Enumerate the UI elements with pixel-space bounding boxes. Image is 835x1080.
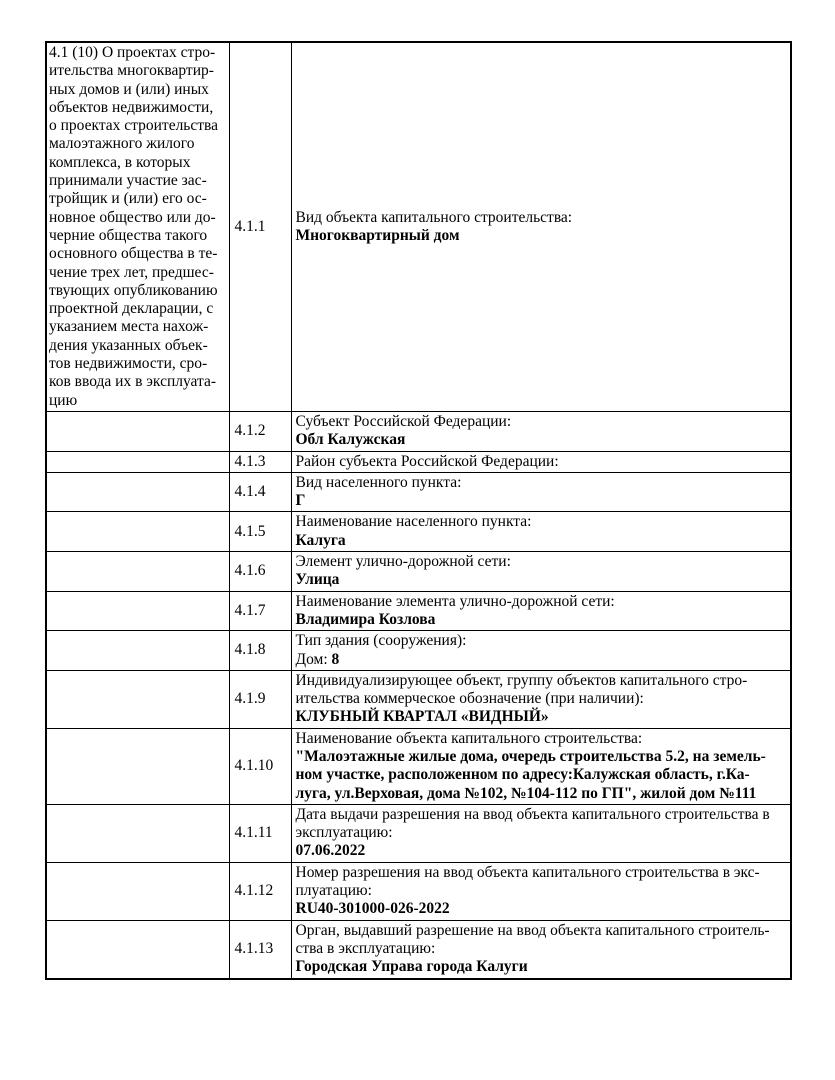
row-content-cell xyxy=(291,552,791,592)
content-line xyxy=(296,864,789,882)
table-row xyxy=(46,451,791,472)
section-note-cell xyxy=(46,512,229,552)
section-note-cell xyxy=(46,804,229,862)
section-note-line: комплекса, в которых xyxy=(49,153,191,171)
section-note-line: объектов недвижимости, xyxy=(49,98,214,116)
content-line xyxy=(296,651,789,669)
value-text: луга, ул.Верховая, дома №102, №104-112 по ГП", жилой дом №111 xyxy=(295,784,757,802)
content-line xyxy=(296,940,789,958)
row-content-cell xyxy=(291,631,791,671)
section-note-cell xyxy=(46,670,229,728)
value-text: Г xyxy=(295,492,306,510)
label-text: Вид объекта капитального строительства: xyxy=(295,208,573,226)
row-number: 4.1.7 xyxy=(234,601,266,619)
section-note-cell xyxy=(46,862,229,920)
table-row xyxy=(46,670,791,728)
section-note-line: основного общества в те- xyxy=(49,245,218,263)
content-line xyxy=(296,708,789,726)
row-content-cell xyxy=(291,451,791,472)
table-row xyxy=(46,804,791,862)
section-note-line: указанием места нахож- xyxy=(49,318,209,336)
label-text: Индивидуализирующее объект, группу объектов капитального стро- xyxy=(295,671,748,689)
value-text: Обл Калужская xyxy=(295,431,406,449)
row-content-cell xyxy=(291,670,791,728)
row-content-cell xyxy=(291,512,791,552)
row-content-cell xyxy=(291,728,791,804)
section-note-cell xyxy=(46,411,229,451)
content-line xyxy=(296,571,789,589)
table-row xyxy=(46,472,791,512)
section-note-line: о проектах строительства xyxy=(49,117,219,135)
table-row xyxy=(46,512,791,552)
table-row xyxy=(46,631,791,671)
value-text: RU40-301000-026-2022 xyxy=(295,900,450,918)
row-content-cell xyxy=(291,591,791,631)
row-number-cell xyxy=(229,472,291,512)
content-line xyxy=(296,513,789,531)
label-text: Наименование объекта капитального строительства: xyxy=(295,729,643,747)
row-number: 4.1.2 xyxy=(234,422,266,440)
value-text: Улица xyxy=(295,571,340,589)
section-note-line: принимали участие зас- xyxy=(49,172,207,190)
declaration-table-body xyxy=(46,42,791,979)
table-row xyxy=(46,42,791,411)
row-content-cell xyxy=(291,920,791,978)
value-text: Владимира Козлова xyxy=(295,610,436,628)
row-number: 4.1.13 xyxy=(234,939,274,957)
value-text: Многоквартирный дом xyxy=(295,226,460,244)
table-row xyxy=(46,552,791,592)
row-number-cell xyxy=(229,920,291,978)
value-text: 8 xyxy=(331,650,340,668)
section-note-cell xyxy=(46,451,229,472)
content-line xyxy=(296,209,789,227)
row-content-cell xyxy=(291,472,791,512)
content-line xyxy=(296,766,789,784)
content-line xyxy=(296,882,789,900)
value-text: 07.06.2022 xyxy=(295,842,366,860)
label-text: Район субъекта Российской Федерации: xyxy=(295,452,559,470)
section-note-cell xyxy=(46,42,229,411)
row-number-cell xyxy=(229,411,291,451)
section-note-line: дения указанных объек- xyxy=(49,336,208,354)
row-number-cell xyxy=(229,451,291,472)
section-note-line: черние общества такого xyxy=(49,226,208,244)
row-number: 4.1.10 xyxy=(234,757,274,775)
value-text: Калуга xyxy=(295,531,346,549)
section-note-line: проектной декларации, с xyxy=(49,300,214,318)
row-number-cell xyxy=(229,728,291,804)
row-number-cell xyxy=(229,552,291,592)
label-text: Наименование элемента улично-дорожной сети: xyxy=(295,592,615,610)
row-number: 4.1.6 xyxy=(234,562,266,580)
table-row xyxy=(46,862,791,920)
content-line xyxy=(296,922,789,940)
content-line xyxy=(296,672,789,690)
content-line xyxy=(296,413,789,431)
section-note-line: тройщик и (или) его ос- xyxy=(49,190,207,208)
label-text: Номер разрешения на ввод объекта капитального строительства в экс- xyxy=(295,863,760,881)
declaration-table xyxy=(45,41,792,980)
label-text: Дом: xyxy=(295,650,332,668)
row-number: 4.1.8 xyxy=(234,641,266,659)
section-note-cell xyxy=(46,631,229,671)
content-line xyxy=(296,806,789,824)
label-text: плуатацию: xyxy=(295,882,372,900)
label-text: Вид населенного пункта: xyxy=(295,473,462,491)
content-line xyxy=(296,431,789,449)
row-number: 4.1.1 xyxy=(234,217,266,235)
table-row xyxy=(46,728,791,804)
label-text: Наименование населенного пункта: xyxy=(295,513,532,531)
row-number: 4.1.5 xyxy=(234,522,266,540)
row-number-cell xyxy=(229,804,291,862)
row-number: 4.1.3 xyxy=(234,452,266,470)
row-number: 4.1.12 xyxy=(234,882,274,900)
content-line xyxy=(296,748,789,766)
label-text: Субъект Российской Федерации: xyxy=(295,412,512,430)
content-line xyxy=(296,842,789,860)
section-note-cell xyxy=(46,552,229,592)
row-number-cell xyxy=(229,42,291,411)
section-note-line: ных домов и (или) иных xyxy=(49,80,209,98)
section-note-line: чение трех лет, предшес- xyxy=(49,263,214,281)
table-row xyxy=(46,920,791,978)
section-note-line: цию xyxy=(49,391,78,409)
section-note-line: ков ввода их в эксплуата- xyxy=(49,373,217,391)
label-text: Орган, выдавший разрешение на ввод объекта капитального строитель- xyxy=(295,921,770,939)
row-number: 4.1.9 xyxy=(234,690,266,708)
section-note-line: ительства многоквартир- xyxy=(49,62,214,80)
content-line xyxy=(296,632,789,650)
content-line xyxy=(296,900,789,918)
section-note-cell xyxy=(46,728,229,804)
content-line xyxy=(296,453,789,471)
row-number: 4.1.4 xyxy=(234,482,266,500)
value-text: "Малоэтажные жилые дома, очередь строительства 5.2, на земель- xyxy=(295,747,766,765)
content-line xyxy=(296,690,789,708)
row-content-cell xyxy=(291,42,791,411)
label-text: эксплуатацию: xyxy=(295,824,393,842)
section-note-line: новное общество или до- xyxy=(49,208,216,226)
label-text: Дата выдачи разрешения на ввод объекта капитального строительства в xyxy=(295,805,770,823)
label-text: Тип здания (сооружения): xyxy=(295,632,467,650)
row-content-cell xyxy=(291,804,791,862)
content-line xyxy=(296,730,789,748)
section-note-line: 4.1 (10) О проектах стро- xyxy=(49,44,216,61)
value-text: Городская Управа города Калуги xyxy=(295,958,528,976)
section-note-cell xyxy=(46,920,229,978)
table-row xyxy=(46,591,791,631)
table-row xyxy=(46,411,791,451)
row-number-cell xyxy=(229,512,291,552)
content-line xyxy=(296,532,789,550)
row-number-cell xyxy=(229,862,291,920)
content-line xyxy=(296,227,789,245)
section-note-cell xyxy=(46,472,229,512)
content-line xyxy=(296,611,789,629)
content-line xyxy=(296,474,789,492)
content-line xyxy=(296,958,789,976)
value-text: КЛУБНЫЙ КВАРТАЛ «ВИДНЫЙ» xyxy=(295,708,549,726)
label-text: ства в эксплуатацию: xyxy=(295,939,436,957)
row-content-cell xyxy=(291,862,791,920)
content-line xyxy=(296,824,789,842)
section-note-line: твующих опубликованию xyxy=(49,281,218,299)
value-text: ном участке, расположенном по адресу:Калужская область, г.Ка- xyxy=(295,766,750,784)
row-number-cell xyxy=(229,631,291,671)
label-text: ительства коммерческое обозначение (при наличии): xyxy=(295,690,644,708)
label-text: Элемент улично-дорожной сети: xyxy=(295,553,511,571)
content-line xyxy=(296,785,789,803)
row-number-cell xyxy=(229,670,291,728)
content-line xyxy=(296,492,789,510)
row-number-cell xyxy=(229,591,291,631)
section-note-cell xyxy=(46,591,229,631)
row-content-cell xyxy=(291,411,791,451)
section-note-line: тов недвижимости, сро- xyxy=(49,355,208,373)
row-number: 4.1.11 xyxy=(234,824,273,842)
section-note-line: малоэтажного жилого xyxy=(49,135,195,153)
content-line xyxy=(296,553,789,571)
content-line xyxy=(296,593,789,611)
